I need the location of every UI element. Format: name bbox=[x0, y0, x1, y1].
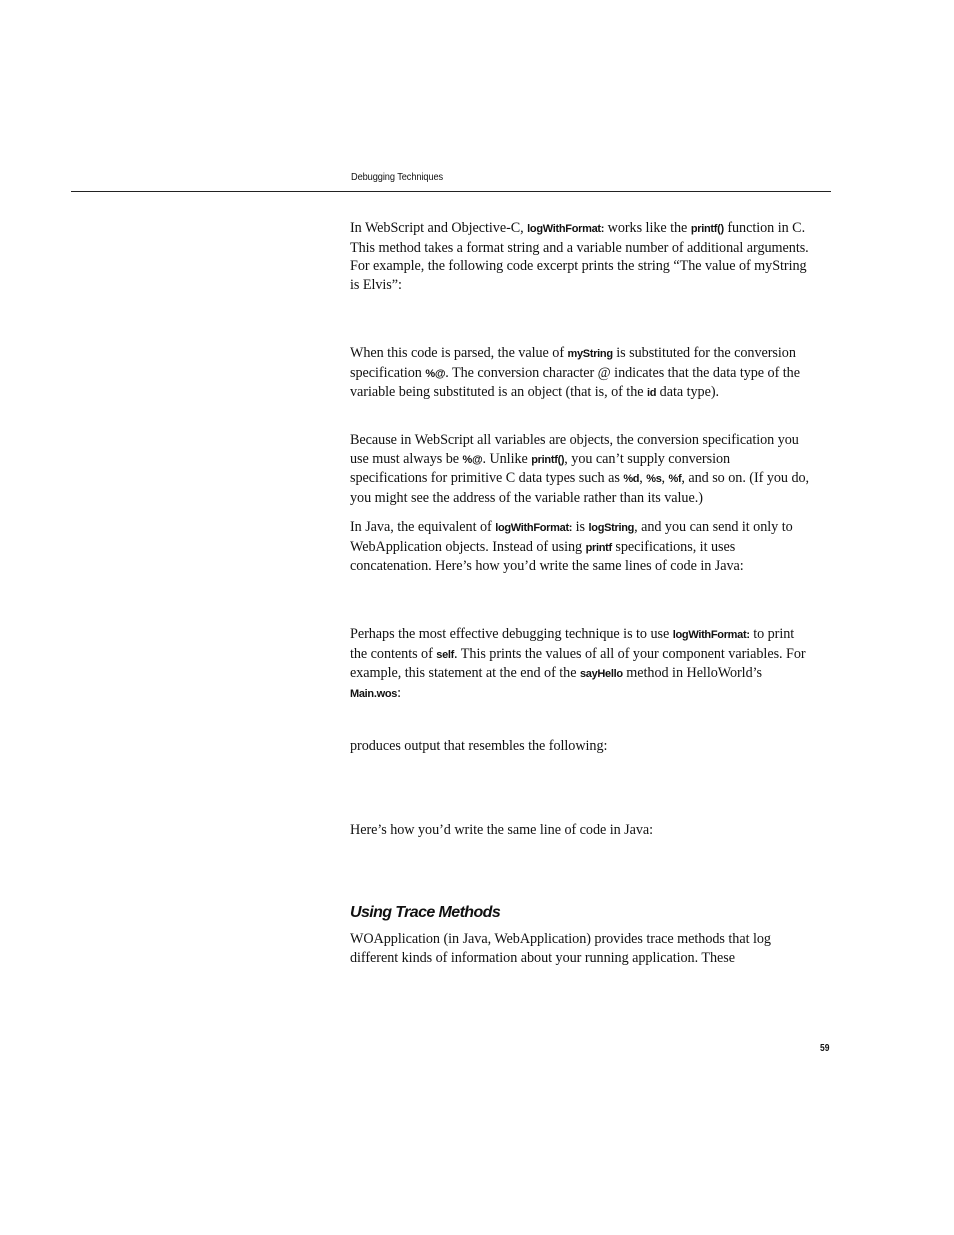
code-term: %f bbox=[668, 473, 682, 485]
header-rule bbox=[71, 191, 831, 192]
code-term: logString bbox=[588, 522, 635, 534]
paragraph-webscript-objects: Because in WebScript all variables are objects, the conversion specification you use must always be %@. Unlike printf(), you can’t supply conversion specifications for primitive C data types such as %d, %s, %f, and so on. (If you do, you might see the address of the variable rather than its value.) bbox=[350, 432, 810, 506]
paragraph-logwithformat-intro: In WebScript and Objective-C, logWithFormat: works like the printf() function in C. This method takes a format string and a variable number of additional arguments. For example, the following code excerpt prints the string “The value of myString is Elvis”: bbox=[350, 220, 809, 293]
code-term: self bbox=[436, 648, 455, 661]
paragraph-trace-methods: WOApplication (in Java, WebApplication) provides trace methods that log different kinds of information about your running application. These bbox=[350, 931, 771, 966]
paragraph-output: produces output that resembles the following: bbox=[350, 738, 608, 754]
code-term: printf bbox=[585, 541, 612, 554]
code-term: printf() bbox=[690, 223, 724, 235]
running-head: Debugging Techniques bbox=[351, 171, 444, 183]
code-term: logWithFormat: bbox=[495, 522, 573, 534]
paragraph-print-self: Perhaps the most effective debugging technique is to use logWithFormat: to print the contents of self. This prints the values of all of your component variables. For example, this statement at the end of the sayHello method in HelloWorld’s Main.wos: bbox=[350, 626, 806, 701]
code-term: sayHello bbox=[579, 668, 623, 680]
code-term: Main.wos bbox=[350, 687, 398, 700]
code-term: id bbox=[647, 387, 657, 399]
code-term: %d bbox=[623, 473, 640, 485]
code-term: logWithFormat: bbox=[527, 223, 605, 235]
code-term: logWithFormat: bbox=[672, 629, 750, 641]
code-term: %s bbox=[646, 473, 662, 485]
paragraph-java-line: Here’s how you’d write the same line of code in Java: bbox=[350, 822, 654, 838]
paragraph-java-equivalent: In Java, the equivalent of logWithFormat: is logString, and you can send it only to WebApplication objects. Instead of using printf specifications, it uses concatenation. Here’s how you’d write the same lines of code in Java: bbox=[350, 519, 793, 574]
paragraph-conversion-spec: When this code is parsed, the value of myString is substituted for the conversion specification %@. The conversion character @ indicates that the data type of the variable being substituted is an object (that is, of the id data type). bbox=[350, 345, 800, 400]
code-term: myString bbox=[567, 348, 613, 360]
section-heading: Using Trace Methods bbox=[350, 904, 501, 921]
page-number: 59 bbox=[820, 1043, 830, 1054]
code-term: %@ bbox=[462, 453, 483, 466]
code-term: printf() bbox=[531, 453, 565, 466]
code-term: %@ bbox=[425, 367, 446, 380]
